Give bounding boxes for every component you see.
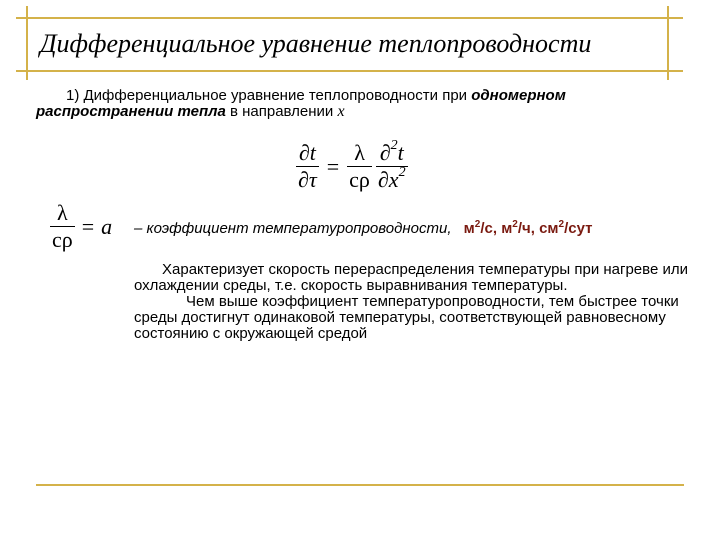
equals-sign: = [326, 153, 340, 179]
dx2-denominator: $\partial x^2$ [377, 165, 406, 192]
lambda-numerator: λ [57, 200, 68, 225]
heat-equation [296, 140, 408, 193]
lambda-numerator: λ [354, 140, 365, 165]
diffusivity-caption [134, 220, 674, 238]
intro-variable-x: x [337, 103, 345, 120]
slide-title: Дифференциальное уравнение теплопроводности [40, 29, 592, 58]
description-block [134, 262, 700, 342]
description-paragraph-2: Чем выше коэффициент температуропроводности, тем быстрее точки среды достигнут одинаковой температуры, соответствующей равновесному состоянию с окружающей средой [134, 293, 679, 342]
intro-paragraph [36, 88, 656, 120]
intro-bold-one-dimensional: одномерном [471, 87, 566, 104]
lambda-over-crho-fraction [50, 200, 75, 253]
intro-text: Дифференциальное уравнение теплопроводности при [83, 87, 468, 104]
description-paragraph-1: Характеризует скорость перераспределения температуры при нагреве или охлаждении среды, т.е. скорость выравнивания температуры. [134, 261, 688, 294]
d2t-numerator: ∂$^2$t [379, 138, 404, 165]
bottom-border-line [36, 484, 684, 486]
top-border-line [16, 17, 683, 19]
second-derivative-fraction [376, 140, 408, 193]
diffusivity-label: – коэффициент температуропроводности, [134, 220, 452, 237]
right-border-line [667, 6, 669, 80]
diffusivity-symbol-a: a [101, 213, 113, 239]
intro-bold-heat-propagation: распространении тепла [36, 103, 226, 120]
item-number: 1) [66, 87, 80, 104]
left-border-line [26, 6, 28, 80]
crho-denominator: cρ [349, 167, 370, 192]
diffusivity-definition [50, 200, 112, 253]
equals-sign: = [81, 213, 95, 239]
title-underline [16, 70, 683, 72]
dt-numerator: ∂t [298, 140, 316, 165]
diffusivity-units: $м^2/с$, $м^2/ч$, $см^2$/сут [463, 219, 593, 237]
crho-denominator: cρ [52, 227, 73, 252]
lambda-over-crho-fraction [347, 140, 372, 193]
intro-direction-text: в направлении [229, 103, 334, 120]
time-derivative-fraction [296, 140, 319, 193]
dtau-denominator: ∂τ [298, 167, 317, 192]
